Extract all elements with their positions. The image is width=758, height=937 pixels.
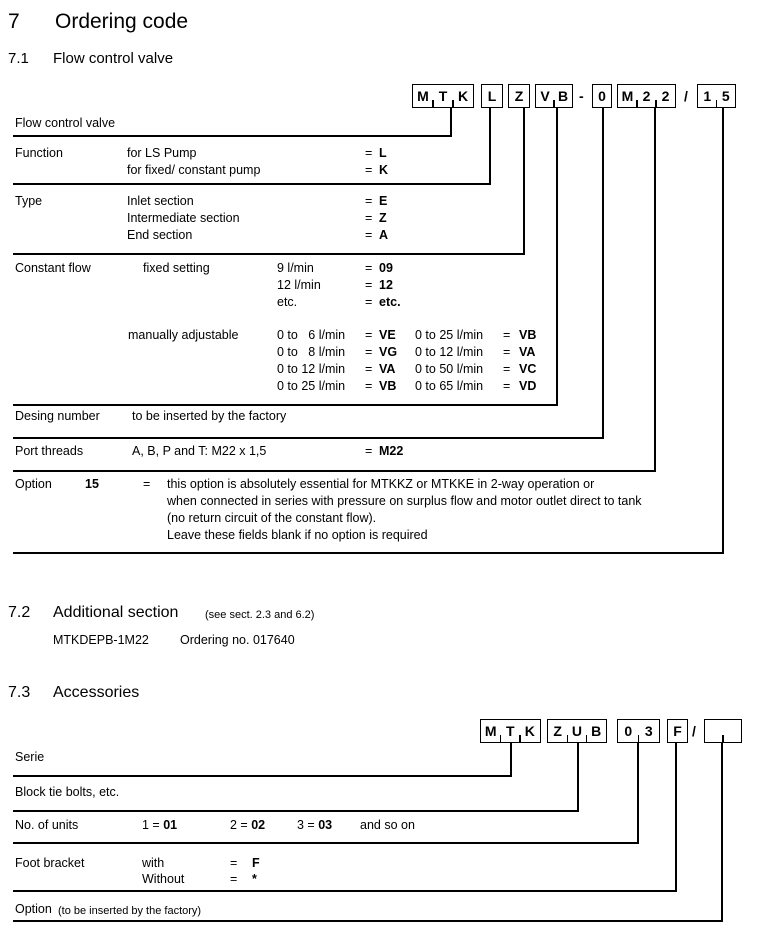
rule-design-number xyxy=(13,437,604,439)
code-value: VA xyxy=(519,345,536,359)
rule-function xyxy=(13,183,491,185)
code-value: VD xyxy=(519,379,537,393)
connector-option xyxy=(722,108,724,554)
equals: = xyxy=(365,328,373,342)
connector-option2 xyxy=(721,742,723,922)
code-cell: 3 xyxy=(639,720,660,742)
code-cell: F xyxy=(673,723,682,739)
section-73-number: 7.3 xyxy=(8,684,31,701)
rule-serie xyxy=(13,775,512,777)
code-value: etc. xyxy=(379,295,401,309)
code-value: * xyxy=(252,872,257,886)
equals: = xyxy=(365,295,373,309)
desc: for LS Pump xyxy=(127,146,197,160)
desc: 0 to 25 l/min xyxy=(277,379,346,393)
section-72-title: Additional section xyxy=(53,604,179,621)
code-cell: B xyxy=(587,720,606,742)
code-cell: M xyxy=(417,88,429,104)
section-71-number: 7.1 xyxy=(8,50,29,67)
sub-label-fixed-setting: fixed setting xyxy=(143,261,210,275)
code-box-block-tie-bolts xyxy=(547,719,607,743)
code-value: K xyxy=(379,163,389,177)
rule-option2 xyxy=(13,920,723,922)
equals: = xyxy=(365,345,373,359)
units-item xyxy=(230,818,265,833)
rule-foot xyxy=(13,890,677,892)
connector-port-threads xyxy=(654,108,656,472)
units-more: and so on xyxy=(360,818,415,832)
code-box-foot-bracket xyxy=(667,719,688,743)
row-label-option2: Option xyxy=(15,902,52,916)
units-value: 01 xyxy=(163,818,178,832)
code-cell: T xyxy=(501,720,521,742)
units-item xyxy=(142,818,177,833)
row-label-constant-flow: Constant flow xyxy=(15,261,91,275)
row-label-flow: Flow control valve xyxy=(15,116,116,130)
desc: 0 to 12 l/min xyxy=(277,362,346,376)
code-box-serie-mtk xyxy=(480,719,541,743)
units-value: 02 xyxy=(251,818,266,832)
desc: 9 l/min xyxy=(277,261,314,275)
equals: = xyxy=(365,278,373,292)
row-label-serie: Serie xyxy=(15,750,45,764)
desc: for fixed/ constant pump xyxy=(127,163,261,177)
units-item xyxy=(297,818,332,833)
equals: = xyxy=(143,477,151,491)
code-cell: 0 xyxy=(598,88,606,104)
option2-note: (to be inserted by the factory) xyxy=(58,905,202,917)
rule-block xyxy=(13,810,579,812)
desc: 0 to 8 l/min xyxy=(277,345,346,359)
equals: = xyxy=(365,146,373,160)
code-cell: 0 xyxy=(624,723,633,739)
code-cell: K xyxy=(453,85,473,107)
slash-separator: / xyxy=(684,88,688,104)
desc: 0 to 65 l/min xyxy=(415,379,484,393)
row-label-units: No. of units xyxy=(15,818,79,832)
units-pre: 3 = xyxy=(297,818,319,832)
code-cell: U xyxy=(567,720,586,742)
units-pre: 2 = xyxy=(230,818,252,832)
connector-units xyxy=(637,742,639,844)
equals: = xyxy=(365,228,373,242)
equals: = xyxy=(365,362,373,376)
code-box-series-mtk xyxy=(412,84,474,108)
units-value: 03 xyxy=(318,818,333,832)
option-text-line: this option is absolutely essential for MTKKZ or MTKKE in 2-way operation or xyxy=(167,477,595,491)
rule-type xyxy=(13,253,525,255)
equals: = xyxy=(503,379,511,393)
desc: with xyxy=(142,856,165,870)
code-cell: 1 xyxy=(703,88,712,104)
section-73-title: Accessories xyxy=(53,684,140,701)
section-7-number: 7 xyxy=(8,10,20,33)
code-box-option xyxy=(697,84,736,108)
code-value: 09 xyxy=(379,261,393,275)
code-cell: 2 xyxy=(656,85,675,107)
code-box-option-blank xyxy=(704,719,742,743)
option-code: 15 xyxy=(85,477,99,491)
code-cell xyxy=(723,720,741,742)
code-cell xyxy=(705,720,723,742)
code-value: A xyxy=(379,228,389,242)
units-pre: 1 = xyxy=(142,818,164,832)
section-7-title: Ordering code xyxy=(55,10,189,33)
desc: 0 to 6 l/min xyxy=(277,328,346,342)
code-value: 12 xyxy=(379,278,393,292)
rule-units xyxy=(13,842,639,844)
desc: End section xyxy=(127,228,193,242)
code-value: L xyxy=(379,146,387,160)
equals: = xyxy=(365,379,373,393)
desc: 12 l/min xyxy=(277,278,321,292)
code-cell: M xyxy=(621,88,634,104)
connector-serie xyxy=(510,742,512,777)
code-box-units xyxy=(617,719,660,743)
code-cell: 5 xyxy=(717,85,736,107)
equals: = xyxy=(365,194,373,208)
connector-block xyxy=(577,742,579,812)
dash-separator: - xyxy=(579,88,584,104)
section-72-note: (see sect. 2.3 and 6.2) xyxy=(205,609,315,621)
row-label-port-threads: Port threads xyxy=(15,444,84,458)
additional-section-code: MTKDEPB-1M22 xyxy=(53,633,149,647)
slash-separator: / xyxy=(692,723,696,739)
code-value: VA xyxy=(379,362,396,376)
code-value: VE xyxy=(379,328,396,342)
connector-design-number xyxy=(602,108,604,439)
equals: = xyxy=(230,856,238,870)
desc: Intermediate section xyxy=(127,211,240,225)
desc: etc. xyxy=(277,295,298,309)
ordering-number: Ordering no. 017640 xyxy=(180,633,295,647)
code-value: E xyxy=(379,194,388,208)
section-71-title: Flow control valve xyxy=(53,50,174,67)
equals: = xyxy=(503,362,511,376)
code-value: VB xyxy=(379,379,397,393)
option-text-line: Leave these fields blank if no option is required xyxy=(167,528,428,542)
code-value: VG xyxy=(379,345,398,359)
equals: = xyxy=(230,872,238,886)
equals: = xyxy=(503,345,511,359)
equals: = xyxy=(365,163,373,177)
rule-port-threads xyxy=(13,470,656,472)
desc: to be inserted by the factory xyxy=(132,409,287,423)
code-box-function xyxy=(481,84,503,108)
section-72-number: 7.2 xyxy=(8,604,31,621)
rule-option xyxy=(13,552,724,554)
code-cell: Z xyxy=(553,723,562,739)
connector-flow xyxy=(450,108,452,137)
code-box-design-number xyxy=(592,84,612,108)
row-label-foot-bracket: Foot bracket xyxy=(15,856,85,870)
code-cell: V xyxy=(540,88,550,104)
row-label-option: Option xyxy=(15,477,52,491)
connector-type xyxy=(523,108,525,255)
code-cell: K xyxy=(520,720,540,742)
sub-label-manually-adjustable: manually adjustable xyxy=(128,328,239,342)
row-label-block-tie-bolts: Block tie bolts, etc. xyxy=(15,785,120,799)
connector-function xyxy=(489,108,491,185)
desc: A, B, P and T: M22 x 1,5 xyxy=(132,444,267,458)
desc: 0 to 25 l/min xyxy=(415,328,484,342)
rule-constant-flow xyxy=(13,404,558,406)
code-cell: L xyxy=(487,88,497,104)
desc: 0 to 50 l/min xyxy=(415,362,484,376)
desc: Inlet section xyxy=(127,194,194,208)
connector-constant-flow xyxy=(556,108,558,406)
option-text-line: (no return circuit of the constant flow). xyxy=(167,511,377,525)
row-label-function: Function xyxy=(15,146,63,160)
code-value: M22 xyxy=(379,444,404,458)
code-cell: M xyxy=(484,723,497,739)
code-box-type xyxy=(508,84,530,108)
code-cell: B xyxy=(554,85,572,107)
code-value: VC xyxy=(519,362,537,376)
code-value: F xyxy=(252,856,260,870)
desc: 0 to 12 l/min xyxy=(415,345,484,359)
equals: = xyxy=(365,261,373,275)
code-cell: T xyxy=(433,85,453,107)
equals: = xyxy=(365,444,373,458)
option-text-line: when connected in series with pressure on surplus flow and motor outlet direct to tank xyxy=(167,494,642,508)
code-value: VB xyxy=(519,328,537,342)
rule-flow xyxy=(13,135,452,137)
code-cell: Z xyxy=(514,88,524,104)
desc: Without xyxy=(142,872,185,886)
equals: = xyxy=(503,328,511,342)
equals: = xyxy=(365,211,373,225)
row-label-type: Type xyxy=(15,194,43,208)
row-label-design-number: Desing number xyxy=(15,409,100,423)
code-value: Z xyxy=(379,211,387,225)
code-cell: 2 xyxy=(637,85,656,107)
code-box-constant-flow xyxy=(535,84,573,108)
connector-foot xyxy=(675,742,677,892)
code-box-port-threads xyxy=(617,84,676,108)
